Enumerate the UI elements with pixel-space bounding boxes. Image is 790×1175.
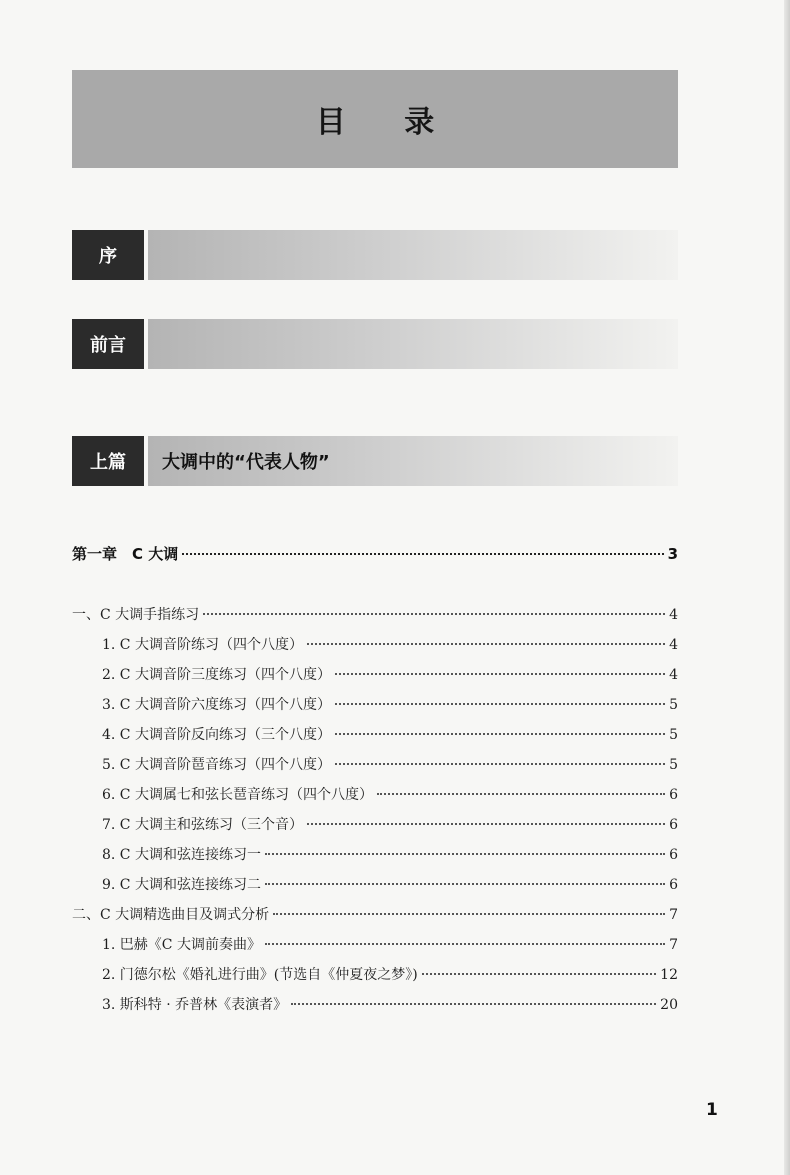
toc-entry-text: 一、C 大调手指练习 (72, 607, 200, 623)
toc-chapter-1[interactable] (72, 543, 678, 564)
section-label: 序 (72, 230, 144, 280)
toc-entry-page: 6 (669, 847, 678, 863)
page-edge (784, 0, 790, 1175)
toc-entry-text: 1. 巴赫《C 大调前奏曲》 (102, 937, 261, 953)
toc-entry-text: 8. C 大调和弦连接练习一 (102, 847, 261, 863)
toc-leader-dots (203, 613, 665, 615)
toc-entry-page: 7 (669, 907, 678, 923)
toc-entry-text: 3. C 大调音阶六度练习（四个八度） (102, 697, 331, 713)
toc-entry-text: 3. 斯科特 · 乔普林《表演者》 (102, 997, 288, 1013)
toc-entry-text: 第一章 C 大调 (72, 545, 179, 563)
toc-entry[interactable] (102, 994, 678, 1014)
toc-entry[interactable] (102, 784, 678, 804)
toc-leader-dots (335, 763, 665, 765)
toc-entry-text: 二、C 大调精选曲目及调式分析 (72, 907, 270, 923)
toc-entry-page: 6 (669, 787, 678, 803)
toc-entry-text: 1. C 大调音阶练习（四个八度） (102, 637, 303, 653)
toc-entry[interactable] (102, 934, 678, 954)
page-number: 1 (706, 1100, 718, 1120)
toc-leader-dots (335, 733, 665, 735)
toc-leader-dots (377, 793, 665, 795)
toc-entry-page: 4 (669, 667, 678, 683)
toc-entry-text: 2. C 大调音阶三度练习（四个八度） (102, 667, 331, 683)
toc-leader-dots (291, 1003, 656, 1005)
page-title: 目 录 (315, 105, 459, 140)
toc-entry[interactable] (102, 724, 678, 744)
toc-entry-page: 3 (667, 545, 678, 563)
toc-entry[interactable] (102, 844, 678, 864)
toc-entry[interactable] (102, 634, 678, 654)
toc-entry-page: 20 (660, 997, 678, 1013)
toc-leader-dots (265, 853, 665, 855)
toc-entry[interactable] (102, 814, 678, 834)
toc-entry-text: 5. C 大调音阶琶音练习（四个八度） (102, 757, 331, 773)
toc-entry-text: 9. C 大调和弦连接练习二 (102, 877, 261, 893)
toc-entry[interactable] (102, 964, 678, 984)
toc-entry[interactable] (102, 754, 678, 774)
toc-entry-text: 7. C 大调主和弦练习（三个音） (102, 817, 303, 833)
toc-leader-dots (273, 913, 665, 915)
toc-entry-page: 7 (669, 937, 678, 953)
section-foreword[interactable] (72, 319, 678, 369)
title-banner (72, 70, 678, 168)
section-label: 前言 (72, 319, 144, 369)
toc-entry-page: 5 (669, 757, 678, 773)
toc-entry[interactable] (102, 694, 678, 714)
toc-entry-page: 5 (669, 727, 678, 743)
section-label: 上篇 (72, 436, 144, 486)
toc-leader-dots (335, 703, 665, 705)
toc-leader-dots (307, 643, 665, 645)
toc-entry-page: 5 (669, 697, 678, 713)
toc-entry-page: 4 (669, 637, 678, 653)
toc-entry-text: 2. 门德尔松《婚礼进行曲》(节选自《仲夏夜之梦》) (102, 967, 418, 983)
toc-entry-page: 4 (669, 607, 678, 623)
section-part-one[interactable] (72, 436, 678, 486)
section-bar (148, 230, 678, 280)
toc-leader-dots (422, 973, 656, 975)
toc-leader-dots (335, 673, 665, 675)
toc-entry-text: 6. C 大调属七和弦长琶音练习（四个八度） (102, 787, 373, 803)
toc-entry-page: 6 (669, 877, 678, 893)
toc-entry[interactable] (102, 664, 678, 684)
section-bar (148, 319, 678, 369)
toc-entry[interactable] (72, 904, 678, 924)
toc-leader-dots (182, 553, 663, 555)
toc-leader-dots (307, 823, 665, 825)
toc-entry-page: 12 (660, 967, 678, 983)
toc-entry[interactable] (102, 874, 678, 894)
toc-leader-dots (265, 883, 665, 885)
toc-entry-text: 4. C 大调音阶反向练习（三个八度） (102, 727, 331, 743)
section-title: 大调中的“代表人物” (162, 452, 330, 473)
section-bar (148, 436, 678, 486)
toc-entry-page: 6 (669, 817, 678, 833)
toc-entry[interactable] (72, 604, 678, 624)
section-preface[interactable] (72, 230, 678, 280)
toc-leader-dots (265, 943, 665, 945)
